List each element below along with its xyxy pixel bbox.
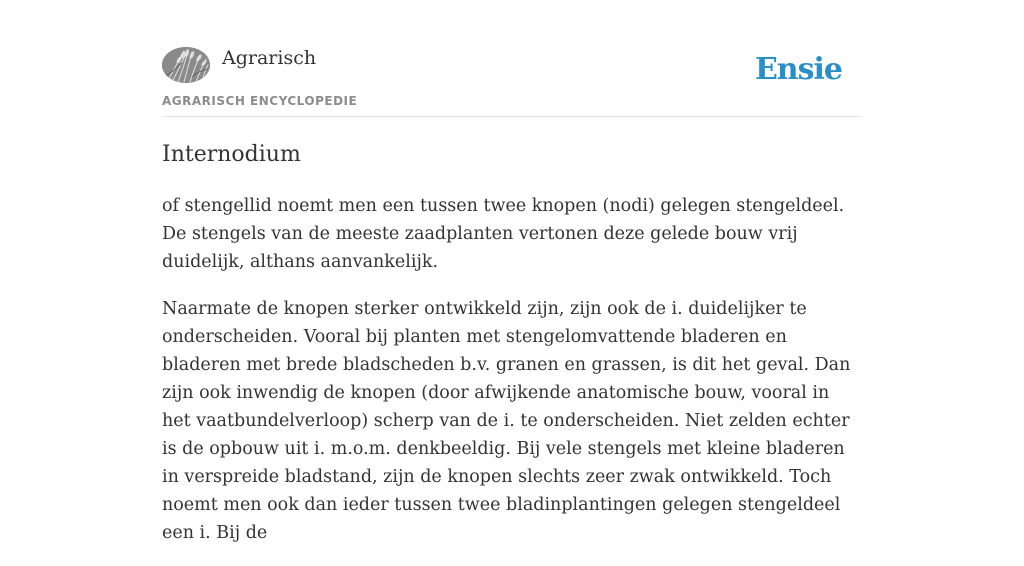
wheat-ears-icon[interactable] xyxy=(162,47,210,83)
site-name[interactable]: Agrarisch xyxy=(222,47,317,69)
page xyxy=(162,0,862,543)
page-title: Internodium xyxy=(162,142,301,167)
brand-logo[interactable]: Ensie xyxy=(754,52,842,87)
paragraph-1: of stengellid noemt men een tussen twee knopen (nodi) gelegen stengeldeel. De stengels van de meeste zaadplanten vertonen deze gelede bouw vrij duidelijk, althans aanvankelijk. xyxy=(162,196,845,272)
paragraph-2: Naarmate de knopen sterker ontwikkeld zijn, zijn ook de i. duidelijker te onderscheiden. Vooral bij planten met stengelomvattende bladeren en bladeren met brede bladscheden b.v. granen en grassen, is dit het geval. Dan zijn ook inwendig de knopen (door afwijkende anatomische bouw, vooral in het vaatbundelverloop) scherp van de i. te onderscheiden. Niet zelden echter is de opbouw uit i. m.o.m. denkbeeldig. Bij vele stengels met kleine bladeren in verspreide bladstand, zijn de knopen slechts zeer zwak ontwikkeld. Toch noemt men ook dan ieder tussen twee bladinplantingen gelegen stengeldeel een i. Bij de xyxy=(162,299,851,543)
site-subtitle[interactable]: AGRARISCH ENCYCLOPEDIE xyxy=(162,94,358,108)
article-body xyxy=(162,192,862,566)
site-header xyxy=(162,46,862,117)
